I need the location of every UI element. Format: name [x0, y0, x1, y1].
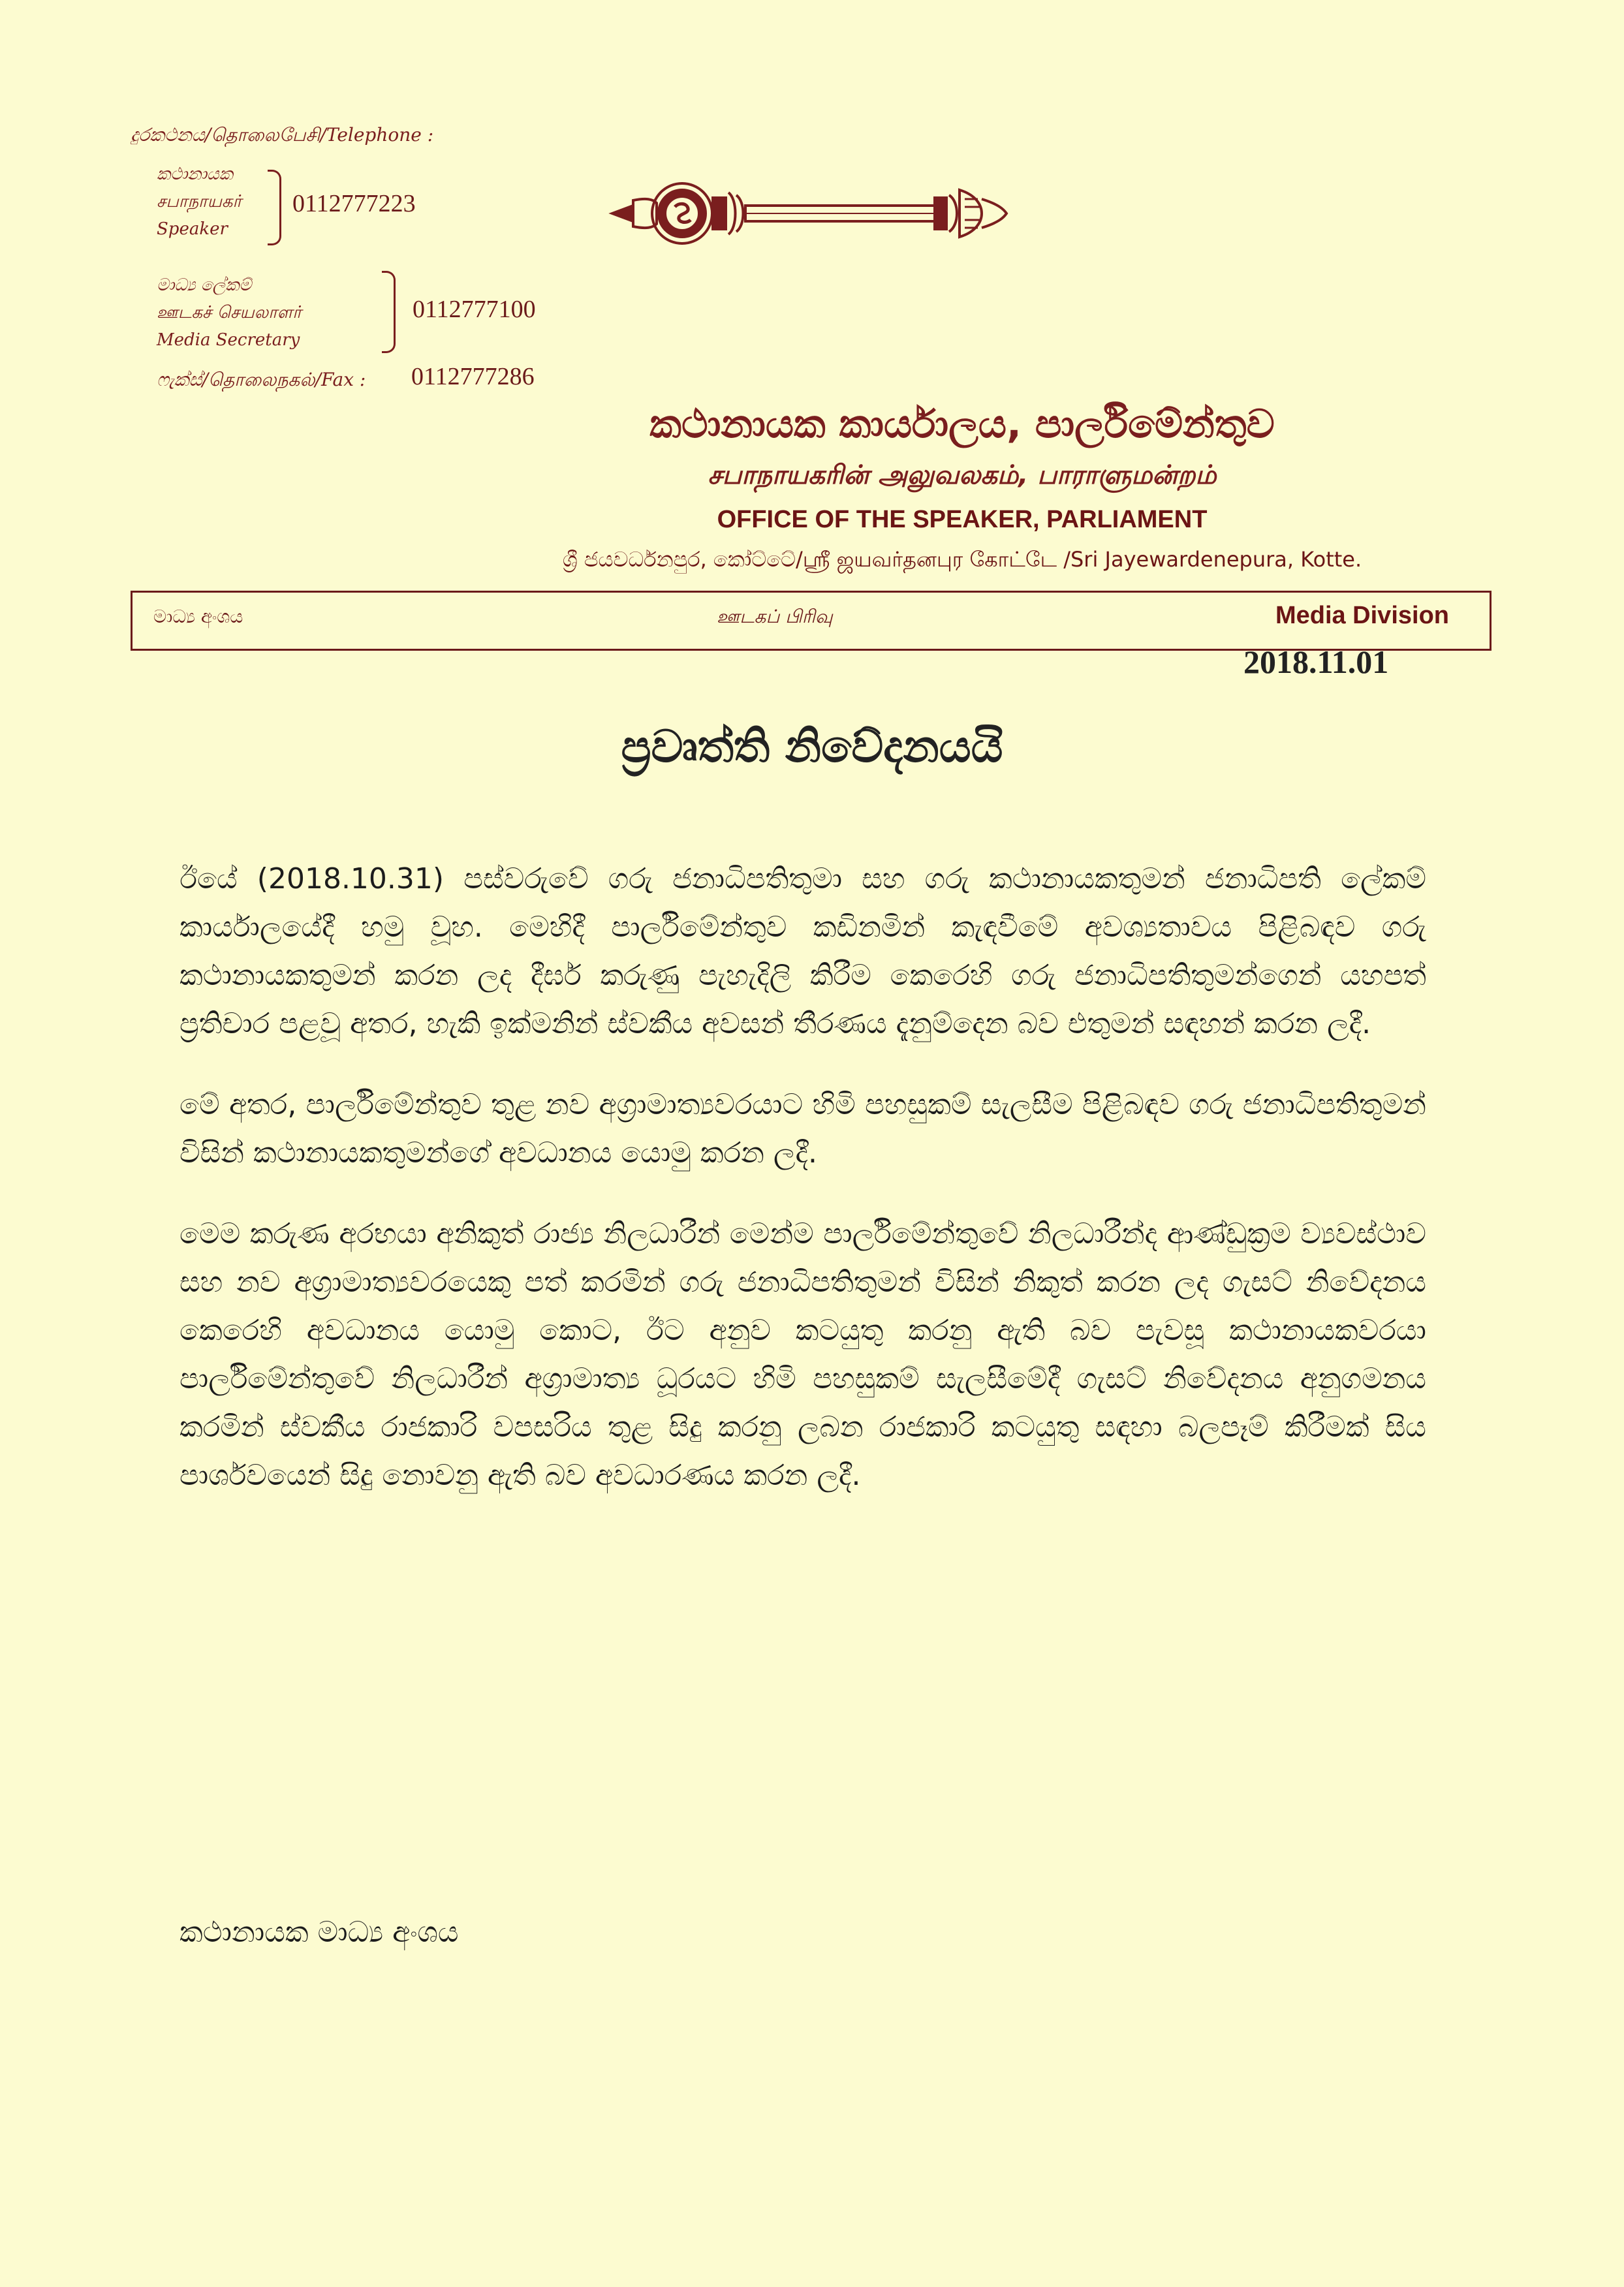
media-division-box [131, 591, 1491, 651]
speaker-label-en: Speaker [157, 219, 228, 239]
office-address: ශ්‍රී ජයවර්ධනපුර, කෝට්ටේ/ஸ்ரீ ஜயவர்தனபுர கோட்டே /Sri Jayewardenepura, Kotte. [562, 547, 1362, 572]
fax-number: 0112777286 [411, 363, 535, 390]
media-division-sinhala: මාධ්‍ය අංශය [153, 606, 243, 627]
document-title: ප්‍රවෘත්ති නිවේදනයයි [621, 721, 1003, 773]
media-secretary-phone: 0112777100 [413, 296, 536, 323]
fax-label: ෆැක්ස්/தொலைநகல்/Fax : [157, 369, 366, 390]
media-secretary-brace [382, 271, 396, 353]
body-paragraph-3: මෙම කරුණ අරභයා අනිකුත් රාජ්‍ය නිලධාරීන් මෙන්ම පාර්ලිමේන්තුවේ නිලධාරීන්ද ආණ්ඩුක්‍රම ව්‍යවස්ථාව සහ නව අග්‍රාමාත්‍යවරයෙකු පත් කරමින් ගරු ජනාධිපතිතුමන් විසින් නිකුත් කරන ලද ගැසට් නිවේදනය කෙරෙහි අවධානය යොමු කොට, ඊට අනුව කටයුතු කරනු ඇති බව පැවසූ කථානායකවරයා පාර්ලිමේන්තුවේ නිලධාරීන් අග්‍රාමාත්‍ය ධූරයට හිමි පහසුකම් සැලසීමේදී ගැසට් නිවේදනය අනුගමනය කරමින් ස්වකීය රාජකාරි වපසරිය තුළ සිදු කරනු ලබන රාජකාරි කටයුතු සඳහා බලපෑම් කිරීමක් සිය පාර්ශවයෙන් සිදු නොවනු ඇති බව අවධාරණය කරන ලදී. [180, 1217, 1426, 1492]
speaker-label-si: කථානායක [157, 164, 233, 184]
body-paragraph-2: මේ අතර, පාර්ලිමේන්තුව තුළ නව අග්‍රාමාත්‍යවරයාට හිමි පහසුකම් සැලසීම පිළිබඳව ගරු ජනාධිපතිතුමන් විසින් කථානායකතුමන්ගේ අවධානය යොමු කරන ලදී. [180, 1088, 1426, 1170]
office-name-english: OFFICE OF THE SPEAKER, PARLIAMENT [717, 506, 1208, 533]
media-secretary-label-ta: ஊடகச் செயலாளர் [157, 303, 302, 322]
document-body [180, 855, 1426, 1532]
speaker-brace [268, 170, 281, 245]
parliament-mace-emblem-icon [607, 166, 1012, 264]
speaker-phone: 0112777223 [292, 190, 416, 217]
signoff: කථානායක මාධ්‍ය අංශය [180, 1916, 459, 1949]
office-name-sinhala: කථානායක කාර්යාලය, පාර්ලිමේන්තුව [649, 401, 1275, 447]
speaker-label-ta: சபாநாயகர் [157, 192, 242, 211]
release-date: 2018.11.01 [1243, 644, 1389, 680]
media-division-tamil: ஊடகப் பிரிவு [717, 606, 833, 627]
body-paragraph-1: ඊයේ (2018.10.31) පස්වරුවේ ගරු ජනාධිපතිතුමා සහ ගරු කථානායකතුමන් ජනාධිපති ලේකම් කාර්යාලයේදී හමු වූහ. මෙහිදී පාර්ලිමේන්තුව කඩිනමින් කැඳවීමේ අවශ්‍යතාවය පිළිබඳව ගරු කථානායකතුමන් කරන ලද දීර්ඝ කරුණු පැහැදිලි කිරීම කෙරෙහි ගරු ජනාධිපතිතුමන්ගෙන් යහපත් ප්‍රතිචාර පළවූ අතර, හැකි ඉක්මනින් ස්වකීය අවසන් තීරණය දැනුම්දෙන බව එතුමන් සඳහන් කරන ලදී. [180, 862, 1426, 1040]
media-secretary-label-si: මාධ්‍ය ලේකම් [157, 275, 252, 295]
office-name-tamil: சபாநாயகரின் அலுவலகம், பாராளுமன்றம் [708, 460, 1217, 490]
media-division-english: Media Division [1275, 602, 1449, 629]
telephone-label: දුරකථනය/தொலைபேசி/Telephone : [131, 124, 434, 146]
media-secretary-label-en: Media Secretary [157, 330, 300, 350]
